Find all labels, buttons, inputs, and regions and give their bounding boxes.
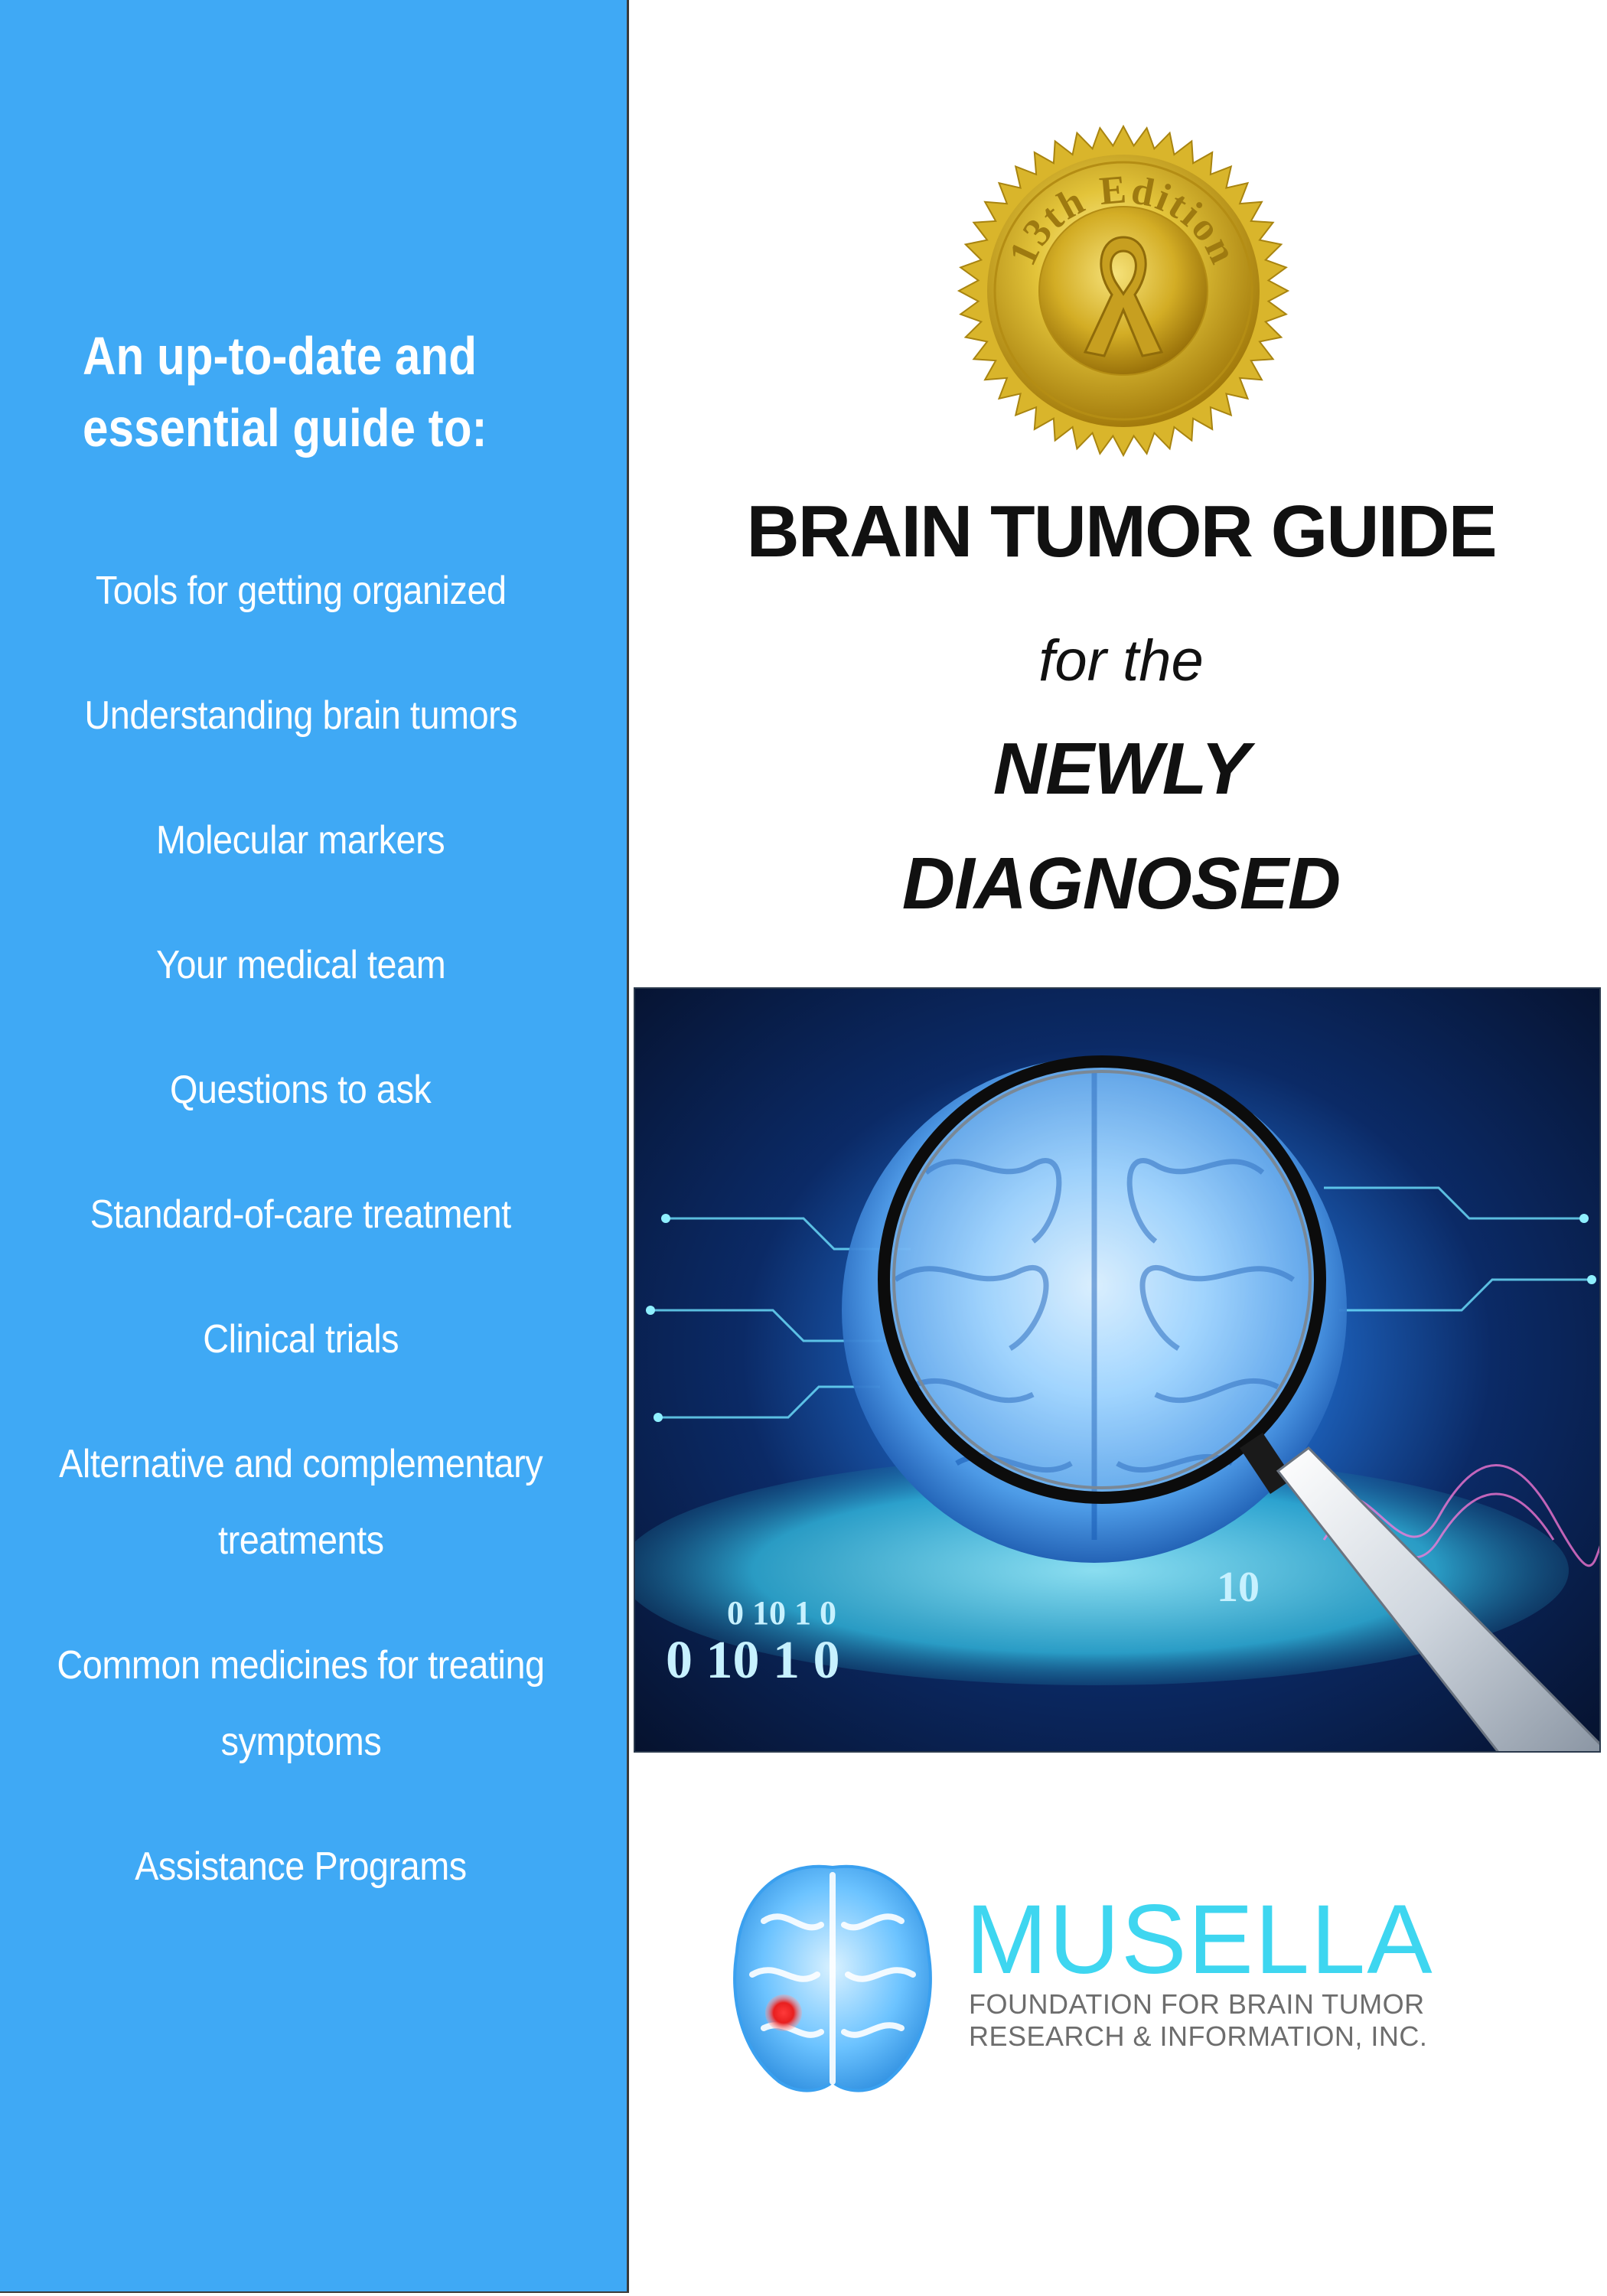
logo-tagline xyxy=(969,1988,1427,2053)
book-title: BRAIN TUMOR GUIDE xyxy=(746,491,1496,572)
sidebar-heading xyxy=(83,320,530,464)
binary-text: 10 xyxy=(1217,1564,1260,1611)
topic-item: symptoms xyxy=(220,1720,381,1764)
book-subtitle-for: for the xyxy=(1038,628,1204,693)
topic-item: Clinical trials xyxy=(203,1317,399,1362)
topic-item: Tools for getting organized xyxy=(95,569,507,613)
topic-item: Your medical team xyxy=(155,943,446,987)
logo-name: MUSELLA xyxy=(966,1885,1434,1994)
edition-seal-icon xyxy=(955,122,1292,459)
book-subtitle-diagnosed: DIAGNOSED xyxy=(901,843,1341,925)
topic-item: Common medicines for treating xyxy=(57,1643,545,1688)
topic-item: Molecular markers xyxy=(156,818,445,863)
topic-item: Alternative and complementary xyxy=(58,1442,543,1486)
topic-item: treatments xyxy=(217,1518,384,1563)
topic-item: Questions to ask xyxy=(170,1068,432,1112)
sidebar-heading-line2: essential guide to: xyxy=(83,398,487,458)
topic-item: Understanding brain tumors xyxy=(84,693,517,738)
cover-illustration xyxy=(634,987,1601,1753)
musella-brain-logo-icon xyxy=(718,1852,947,2105)
logo-tagline-line1: FOUNDATION FOR BRAIN TUMOR xyxy=(969,1988,1425,2020)
book-subtitle-newly: NEWLY xyxy=(993,728,1250,810)
binary-text: 0 10 1 0 xyxy=(666,1631,840,1690)
logo-tagline-line2: RESEARCH & INFORMATION, INC. xyxy=(969,2020,1428,2052)
sidebar-panel xyxy=(0,0,629,2293)
sidebar-heading-line1: An up-to-date and xyxy=(83,326,477,386)
topic-item: Standard-of-care treatment xyxy=(90,1192,512,1237)
binary-text: 0 10 1 0 xyxy=(727,1594,836,1632)
topic-item: Assistance Programs xyxy=(135,1844,467,1889)
seal-text: 13th Edition xyxy=(1000,168,1247,272)
